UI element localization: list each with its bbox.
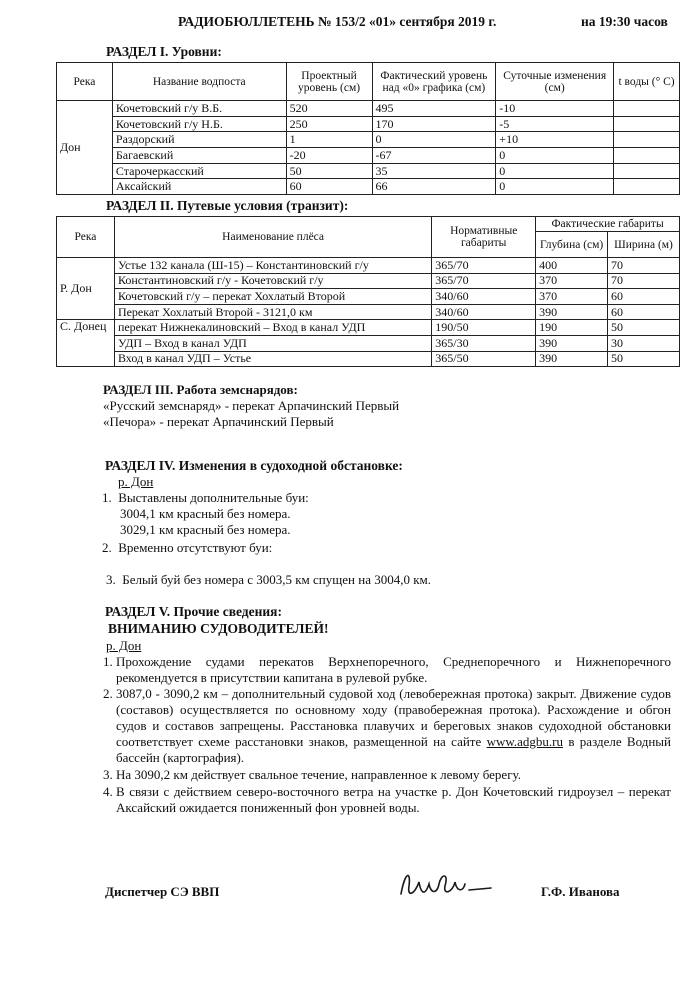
section3-title: РАЗДЕЛ III. Работа земснарядов:	[103, 382, 298, 397]
section4-title: РАЗДЕЛ IV. Изменения в судоходной обстановке:	[105, 458, 403, 473]
cell-reach: перекат Нижнекалиновский – Вход в канал УДП	[114, 320, 431, 336]
section5-title: РАЗДЕЛ V. Прочие сведения:	[105, 604, 282, 619]
col-design-level: Проектный уровень (см)	[286, 63, 372, 101]
cell-design: -20	[286, 148, 372, 164]
cell-actual: -67	[372, 148, 496, 164]
notice-item-4: 4. В связи с действием северо-восточного ветра на участке р. Дон Кочетовский гидроузел – перекат Аксайский ожидается пониженный фон уровней воды.	[103, 784, 671, 815]
col-daily-change: Суточные изменения (см)	[496, 63, 614, 101]
cell-temp	[614, 101, 680, 117]
adgbu-link[interactable]: www.adgbu.ru	[486, 734, 564, 749]
notice-item-1: 1. Прохождение судами перекатов Верхнепоречного, Среднепоречного и Нижнепоречного рекомендуется в присутствии капитана в рулевой рубке.	[103, 654, 671, 685]
transit-row	[57, 320, 680, 336]
col-actual-dims: Фактические габариты	[536, 217, 680, 232]
cell-depth: 390	[536, 351, 608, 367]
cell-actual: 66	[372, 179, 496, 195]
cell-design: 60	[286, 179, 372, 195]
section3	[103, 382, 399, 430]
cell-design: 50	[286, 163, 372, 179]
cell-actual: 0	[372, 132, 496, 148]
bulletin-title: РАДИОБЮЛЛЕТЕНЬ № 153/2 «01» сентября 2019 г.	[178, 14, 497, 29]
cell-width: 70	[608, 258, 680, 274]
cell-change: 0	[496, 163, 614, 179]
dredger-line-2: «Печора» - перекат Арпачинский Первый	[103, 414, 334, 429]
buoy-line-1: 3004,1 км красный без номера.	[120, 506, 291, 521]
cell-name: Кочетовский г/у В.Б.	[112, 101, 286, 117]
cell-change: +10	[496, 132, 614, 148]
levels-row	[57, 163, 680, 179]
cell-norm: 190/50	[432, 320, 536, 336]
cell-actual: 495	[372, 101, 496, 117]
cell-reach: Устье 132 канала (Ш-15) – Константиновский г/у	[114, 258, 431, 274]
cell-temp	[614, 179, 680, 195]
cell-change: 0	[496, 148, 614, 164]
cell-temp	[614, 116, 680, 132]
cell-temp	[614, 163, 680, 179]
section2-title: РАЗДЕЛ II. Путевые условия (транзит):	[106, 198, 349, 213]
cell-norm: 365/30	[432, 335, 536, 351]
cell-depth: 390	[536, 335, 608, 351]
river-cell: Р. Дон	[57, 258, 115, 320]
cell-width: 70	[608, 273, 680, 289]
cell-depth: 370	[536, 289, 608, 305]
cell-reach: Вход в канал УДП – Устье	[114, 351, 431, 367]
transit-table	[56, 216, 680, 367]
transit-header-row-1	[57, 217, 680, 232]
signer-name: Г.Ф. Иванова	[541, 884, 620, 899]
cell-design: 250	[286, 116, 372, 132]
col-reach: Наименование плёса	[114, 217, 431, 258]
col-river: Река	[57, 63, 113, 101]
levels-row	[57, 148, 680, 164]
section4-item-1: 1. Выставлены дополнительные буи:	[102, 490, 309, 505]
cell-actual: 170	[372, 116, 496, 132]
notice-item-2: 2. 3087,0 - 3090,2 км – дополнительный судовой ход (левобережная протока) закрыт. Движение судов (составов) осуществляется по основному ходу (правобережная протока). Расхождение и обгон судов и составов запрещены. Расстановка плавучих и береговых знаков судоходной обстановки соответствует схеме расстановки знаков, размещенной на сайте www.adgbu.ru в разделе Водный бассейн (картография).	[103, 686, 671, 765]
river-cell: Дон	[57, 101, 113, 195]
cell-norm: 365/50	[432, 351, 536, 367]
transit-row	[57, 335, 680, 351]
col-depth: Глубина (см)	[536, 232, 608, 258]
cell-name: Раздорский	[112, 132, 286, 148]
cell-depth: 370	[536, 273, 608, 289]
handwritten-signature	[395, 864, 505, 906]
cell-actual: 35	[372, 163, 496, 179]
cell-width: 30	[608, 335, 680, 351]
levels-table	[56, 62, 680, 195]
bulletin-time: на 19:30 часов	[581, 14, 668, 29]
cell-width: 60	[608, 304, 680, 320]
col-norm-dims: Нормативные габариты	[432, 217, 536, 258]
cell-width: 60	[608, 289, 680, 305]
section1-title: РАЗДЕЛ I. Уровни:	[106, 44, 222, 59]
cell-change: 0	[496, 179, 614, 195]
section4-item-2: 2. Временно отсутствуют буи:	[102, 540, 273, 555]
cell-design: 1	[286, 132, 372, 148]
col-width: Ширина (м)	[608, 232, 680, 258]
levels-row	[57, 132, 680, 148]
cell-name: Багаевский	[112, 148, 286, 164]
transit-row	[57, 304, 680, 320]
section4-item-3: 3. Белый буй без номера с 3003,5 км спущен на 3004,0 км.	[106, 572, 432, 587]
cell-change: -10	[496, 101, 614, 117]
cell-norm: 340/60	[432, 289, 536, 305]
col-station: Название водпоста	[112, 63, 286, 101]
transit-row	[57, 289, 680, 305]
transit-row	[57, 351, 680, 367]
cell-norm: 365/70	[432, 273, 536, 289]
levels-row	[57, 179, 680, 195]
levels-header-row	[57, 63, 680, 101]
buoy-line-2: 3029,1 км красный без номера.	[120, 522, 291, 537]
levels-row	[57, 101, 680, 117]
signer-position: Диспетчер СЭ ВВП	[105, 884, 220, 899]
cell-norm: 340/60	[432, 304, 536, 320]
section4-river: р. Дон	[118, 474, 154, 489]
cell-reach: Кочетовский г/у – перекат Хохлатый Второй	[114, 289, 431, 305]
levels-row	[57, 116, 680, 132]
cell-depth: 190	[536, 320, 608, 336]
river-cell: С. Донец	[57, 320, 115, 367]
cell-name: Аксайский	[112, 179, 286, 195]
cell-width: 50	[608, 320, 680, 336]
cell-depth: 400	[536, 258, 608, 274]
transit-row	[57, 258, 680, 274]
col-water-temp: t воды (° C)	[614, 63, 680, 101]
cell-change: -5	[496, 116, 614, 132]
cell-depth: 390	[536, 304, 608, 320]
cell-temp	[614, 132, 680, 148]
transit-row	[57, 273, 680, 289]
cell-temp	[614, 148, 680, 164]
cell-reach: Перекат Хохлатый Второй - 3121,0 км	[114, 304, 431, 320]
dredger-line-1: «Русский земснаряд» - перекат Арпачинский Первый	[103, 398, 400, 413]
section5-subtitle: ВНИМАНИЮ СУДОВОДИТЕЛЕЙ!	[108, 621, 329, 636]
section5-river: р. Дон	[106, 638, 142, 653]
col-actual-level: Фактический уровень над «0» графика (см)	[372, 63, 496, 101]
cell-name: Старочеркасский	[112, 163, 286, 179]
col-river: Река	[57, 217, 115, 258]
notice-item-3: 3. На 3090,2 км действует свальное течение, направленное к левому берегу.	[103, 767, 521, 782]
bulletin-header	[0, 14, 700, 36]
cell-design: 520	[286, 101, 372, 117]
cell-reach: Константиновский г/у - Кочетовский г/у	[114, 273, 431, 289]
cell-reach: УДП – Вход в канал УДП	[114, 335, 431, 351]
cell-name: Кочетовский г/у Н.Б.	[112, 116, 286, 132]
cell-width: 50	[608, 351, 680, 367]
cell-norm: 365/70	[432, 258, 536, 274]
